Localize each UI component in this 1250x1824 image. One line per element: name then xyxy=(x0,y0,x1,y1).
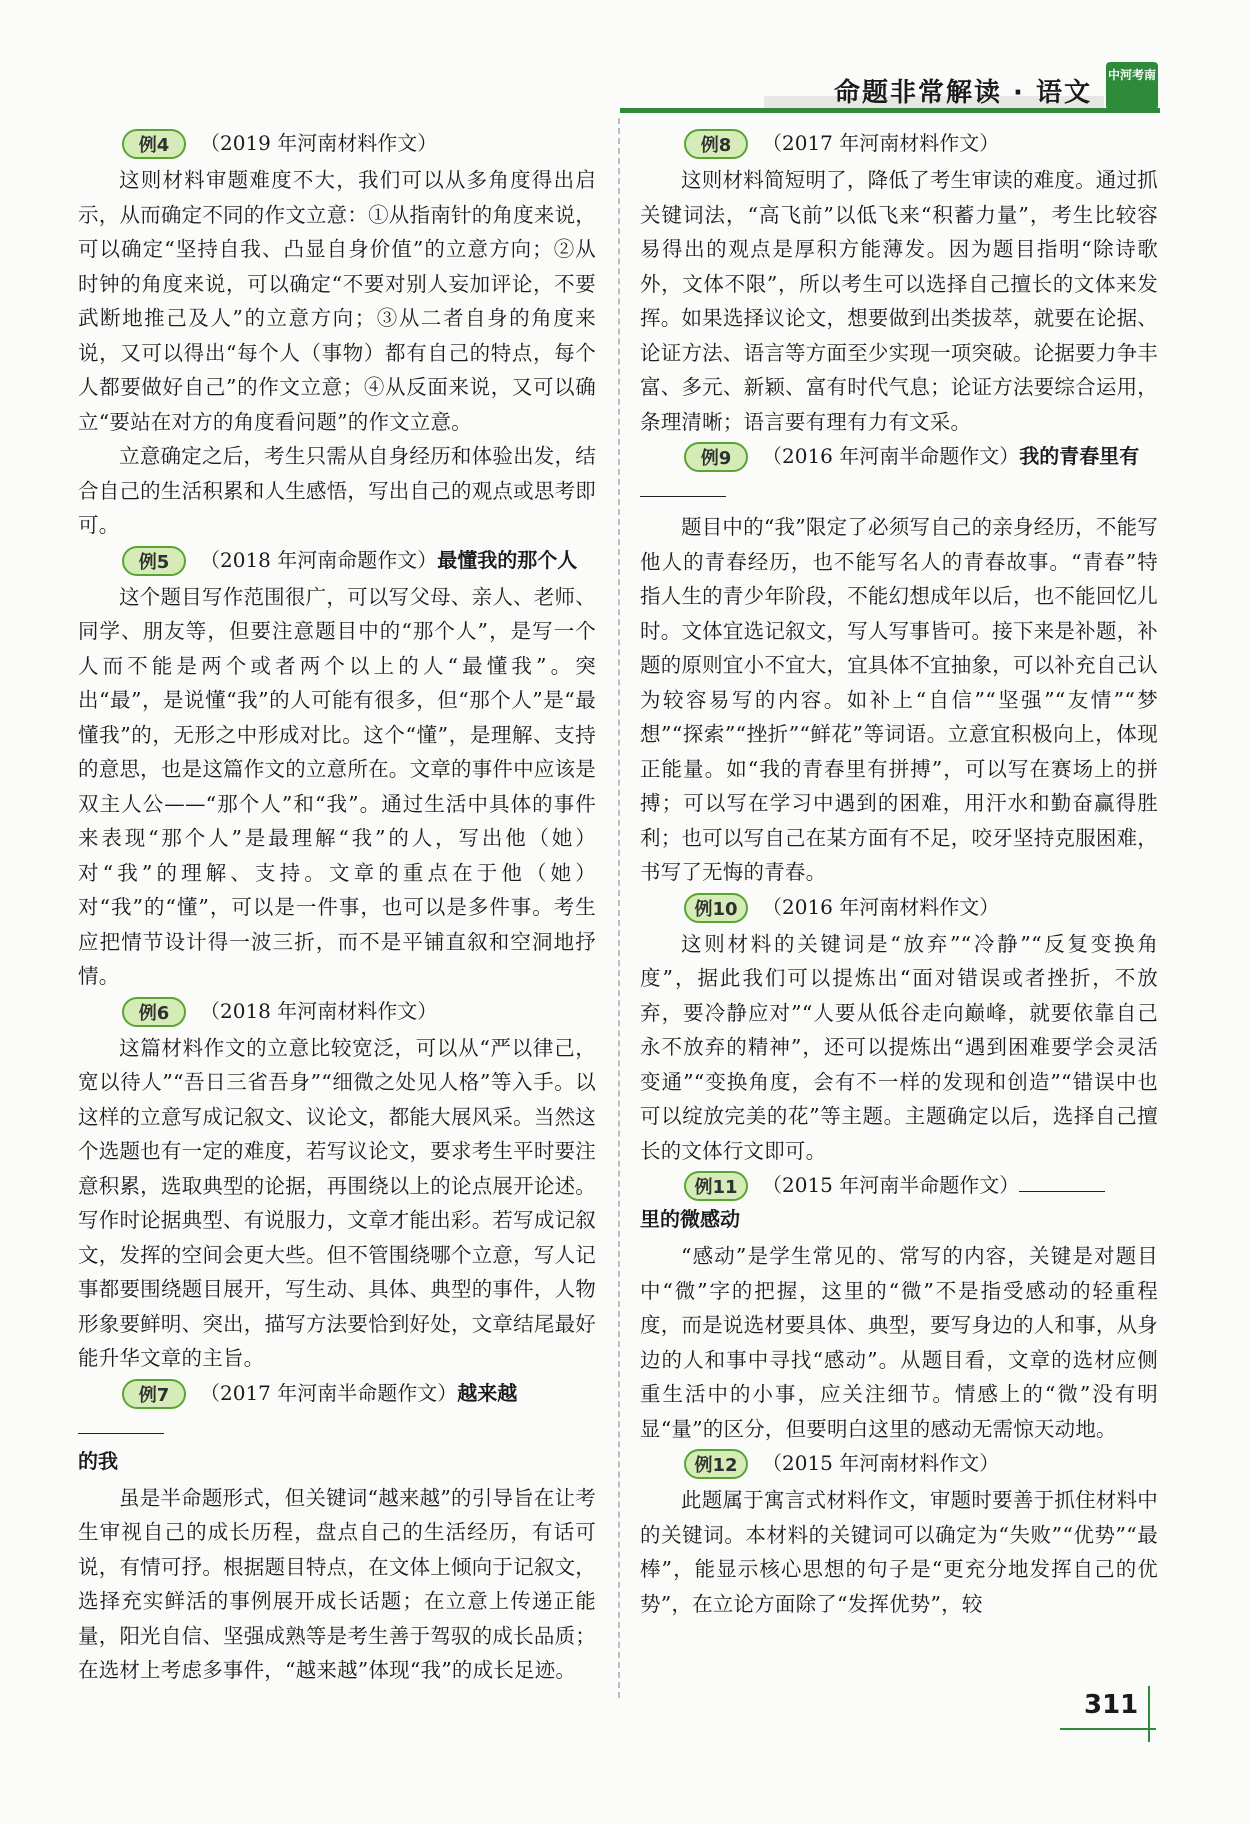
paragraph: “感动”是学生常见的、常写的内容，关键是对题目中“微”字的把握，这里的“微”不是指受感动的轻重程度，而是说选材要具体、典型，要写身边的人和事，从身边的人和事中寻找“感动”。从题目看，文章的选材应侧重生活中的小事，应关注细节。情感上的“微”没有明显“量”的区分，但要明白这里的感动无需惊天动地。 xyxy=(640,1244,1158,1441)
paragraph: 题目中的“我”限定了必须写自己的亲身经历，不能写他人的青春经历，也不能写名人的青春故事。“青春”特指人生的青少年阶段，不能幻想成年以后，也不能回忆儿时。文体宜选记叙文，写人写事皆可。接下来是补题，补题的原则宜小不宜大，宜具体不宜抽象，可以补充自己认为较容易写的内容。如补上“自信”“坚强”“友情”“梦想”“探索”“挫折”“鲜花”等词语。立意宜积极向上，体现正能量。如“我的青春里有拼搏”，可以写在赛场上的拼搏；可以写在学习中遇到的困难，用汗水和勤奋赢得胜利；也可以写自己在某方面有不足，咬牙坚持克服困难，书写了无悔的青春。 xyxy=(640,515,1158,884)
example-tag: 例7 xyxy=(122,1379,186,1409)
example-heading xyxy=(640,126,1158,160)
header-title: 命题非常解读 · 语文 xyxy=(834,78,1092,108)
example-12 xyxy=(640,1446,1158,1621)
example-tag: 例10 xyxy=(684,893,748,923)
paragraph: 这则材料简短明了，降低了考生审读的难度。通过抓关键词法，“高飞前”以低飞来“积蓄力量”，考生比较容易得出的观点是厚积方能薄发。因为题目指明“除诗歌外，文体不限”，所以考生可以选择自己擅长的文体来发挥。如果选择议论文，想要做到出类拔萃，就要在论据、论证方法、语言等方面至少实现一项突破。论据要力争丰富、多元、新颖、富有时代气息；论证方法要综合运用，条理清晰；语言要有理有力有文采。 xyxy=(640,168,1158,434)
example-4 xyxy=(78,126,596,543)
example-heading xyxy=(640,1446,1158,1480)
example-tag: 例9 xyxy=(684,442,748,472)
example-source: （2018 年河南命题作文） xyxy=(200,547,438,572)
example-tag: 例5 xyxy=(122,546,186,576)
paragraph: 这则材料审题难度不大，我们可以从多角度得出启示，从而确定不同的作文立意：①从指南针的角度来说，可以确定“坚持自我、凸显自身价值”的立意方向；②从时钟的角度来说，可以确定“不要对别人妄加评论，不要武断地推己及人”的立意方向；③从二者自身的角度来说，又可以得出“每个人（事物）都有自己的特点，每个人都要做好自己”的作文立意；④从反面来说，又可以确立“要站在对方的角度看问题”的作文立意。 xyxy=(78,168,596,434)
page-number: 311 xyxy=(1084,1690,1139,1720)
example-topic-suffix: 里的微感动 xyxy=(640,1207,740,1231)
example-9 xyxy=(640,439,1158,890)
example-source: （2019 年河南材料作文） xyxy=(200,131,438,155)
fill-blank xyxy=(640,478,726,497)
page-number-block xyxy=(1060,1690,1160,1746)
example-topic: 我的青春里有 xyxy=(1019,444,1140,468)
header-rule xyxy=(620,108,1160,113)
paragraph: 这个题目写作范围很广，可以写父母、亲人、老师、同学、朋友等，但要注意题目中的“那个人”，是写一个人而不能是两个或者两个以上的人“最懂我”。突出“最”，是说懂“我”的人可能有很多，但“那个人”是“最懂我”的，无形之中形成对比。这个“懂”，是理解、支持的意思，也是这篇作文的立意所在。文章的事件中应该是双主人公——“那个人”和“我”。通过生活中具体的事件来表现“那个人”是最理解“我”的人，写出他（她）对“我”的理解、支持。文章的重点在于他（她）对“我”的“懂”，可以是一件事，也可以是多件事。考生应把情节设计得一波三折，而不是平铺直叙和空洞地抒情。 xyxy=(78,584,596,988)
example-heading xyxy=(640,1168,1158,1236)
example-tag: 例4 xyxy=(122,129,186,159)
example-heading xyxy=(640,439,1158,507)
page-number-rule xyxy=(1060,1728,1156,1730)
example-5 xyxy=(78,543,596,994)
example-source: （2016 年河南材料作文） xyxy=(762,894,1000,919)
example-topic-suffix: 的我 xyxy=(78,1448,118,1473)
example-tag: 例6 xyxy=(122,997,186,1027)
example-topic: 最懂我的那个人 xyxy=(437,547,578,572)
example-source: （2015 年河南材料作文） xyxy=(762,1451,1000,1475)
example-6 xyxy=(78,994,596,1376)
example-tag: 例8 xyxy=(684,129,748,159)
example-source: （2017 年河南材料作文） xyxy=(762,131,1000,155)
left-column xyxy=(78,126,596,1688)
publisher-logo: 中河考南 xyxy=(1106,62,1158,110)
paragraph: 这篇材料作文的立意比较宽泛，可以从“严以律己，宽以待人”“吾日三省吾身”“细微之处见人格”等入手。以这样的立意写成记叙文、议论文，都能大展风采。当然这个选题也有一定的难度，若写议论文，要求考生平时要注意积累，选取典型的论据，再围绕以上的论点展开论述。写作时论据典型、有说服力，文章才能出彩。若写成记叙文，发挥的空间会更大些。但不管围绕哪个立意，写人记事都要围绕题目展开，写生动、具体、典型的事件，人物形象要鲜明、突出，描写方法要恰到好处，文章结尾最好能升华文章的主旨。 xyxy=(78,1035,596,1370)
example-source: （2017 年河南半命题作文） xyxy=(200,1380,458,1405)
right-column xyxy=(640,126,1158,1621)
fill-blank xyxy=(78,1415,164,1434)
example-11 xyxy=(640,1168,1158,1446)
example-tag: 例12 xyxy=(684,1449,748,1479)
example-heading xyxy=(78,126,596,160)
example-tag: 例11 xyxy=(684,1171,748,1201)
example-source: （2018 年河南材料作文） xyxy=(200,998,438,1023)
example-heading xyxy=(640,890,1158,924)
page-number-tick xyxy=(1148,1686,1150,1742)
example-source: （2016 年河南半命题作文） xyxy=(762,444,1020,468)
example-topic: 越来越 xyxy=(457,1380,518,1405)
example-heading xyxy=(78,994,596,1028)
paragraph: 立意确定之后，考生只需从自身经历和体验出发，结合自己的生活积累和人生感悟，写出自己的观点或思考即可。 xyxy=(78,444,596,537)
column-divider xyxy=(618,118,620,1698)
example-heading xyxy=(78,1376,596,1478)
paragraph: 此题属于寓言式材料作文，审题时要善于抓住材料中的关键词。本材料的关键词可以确定为“失败”“优势”“最棒”，能显示核心思想的句子是“更充分地发挥自己的优势”，在立论方面除了“发挥优势”，较 xyxy=(640,1488,1158,1616)
example-8 xyxy=(640,126,1158,439)
example-heading xyxy=(78,543,596,577)
paragraph: 虽是半命题形式，但关键词“越来越”的引导旨在让考生审视自己的成长历程，盘点自己的生活经历，有话可说，有情可抒。根据题目特点，在文体上倾向于记叙文，选择充实鲜活的事例展开成长话题；在立意上传递正能量，阳光自信、坚强成熟等是考生善于驾驭的成长品质；在选材上考虑多事件，“越来越”体现“我”的成长足迹。 xyxy=(78,1485,596,1682)
example-source: （2015 年河南半命题作文） xyxy=(762,1173,1020,1197)
example-10 xyxy=(640,890,1158,1169)
paragraph: 这则材料的关键词是“放弃”“冷静”“反复变换角度”，据此我们可以提炼出“面对错误或者挫折，不放弃，要冷静应对”“人要从低谷走向巅峰，就要依靠自己永不放弃的精神”，还可以提炼出“遇到困难要学会灵活变通”“变换角度，会有不一样的发现和创造”“错误中也可以绽放完美的花”等主题。主题确定以后，选择自己擅长的文体行文即可。 xyxy=(640,931,1158,1163)
example-7 xyxy=(78,1376,596,1688)
fill-blank xyxy=(1019,1173,1105,1192)
